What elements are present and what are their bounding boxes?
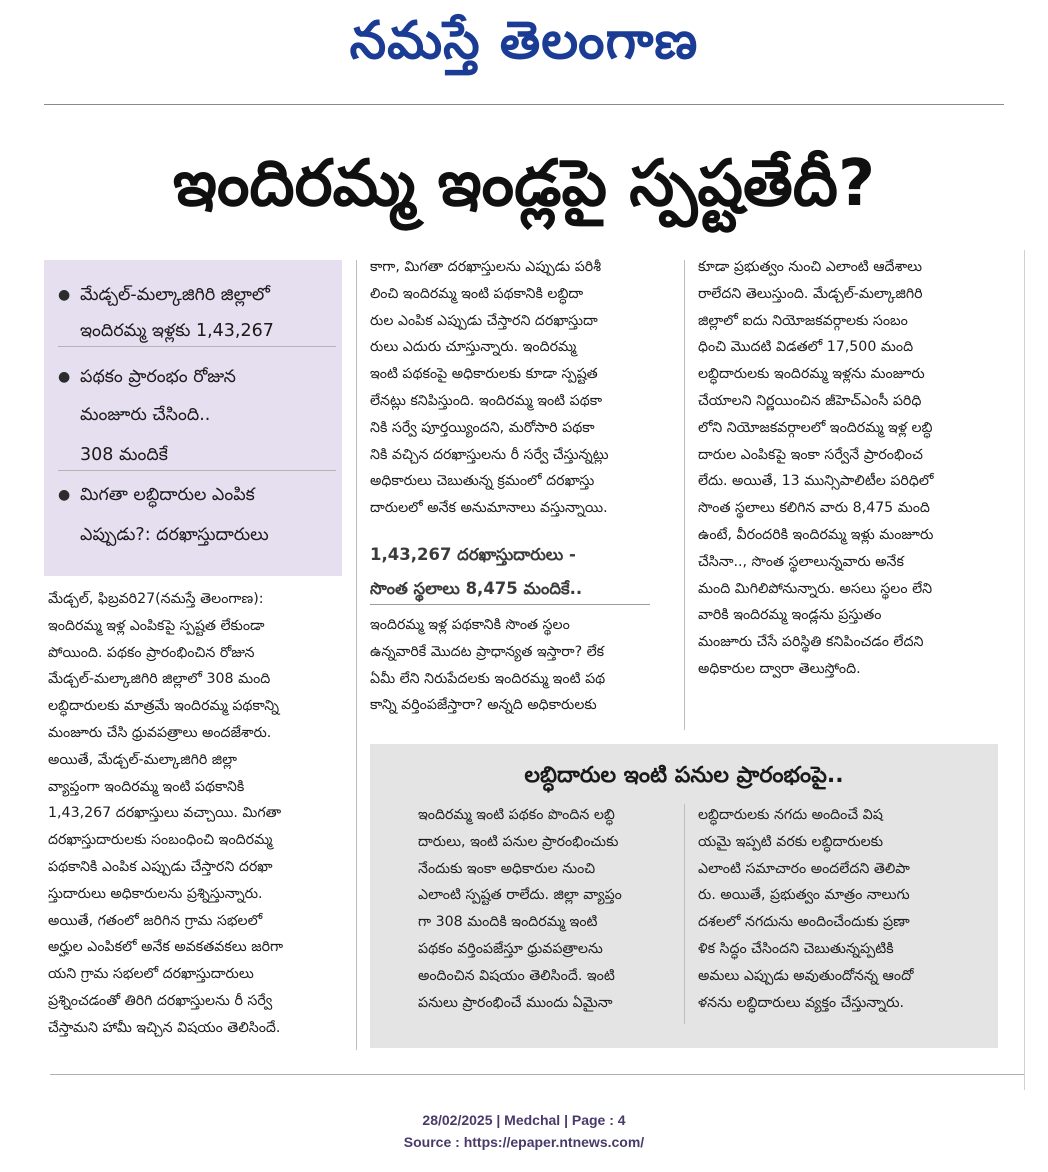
article-column-3	[698, 254, 998, 683]
highlight-item	[58, 480, 336, 550]
text-line: లేదు. అయితే, 13 మున్సిపాలిటీల పరిధిలో	[698, 473, 934, 490]
highlight-line: ● మిగతా లబ్ధిదారుల ఎంపిక	[58, 480, 336, 510]
text-line: కాగా, మిగతా దరఖాస్తులను ఎప్పుడు పరిశీ	[370, 259, 602, 275]
text-line: నేందుకు ఇంకా అధికారుల నుంచి	[418, 860, 596, 877]
text-line: రు. అయితే, ప్రభుత్వం మాత్రం నాలుగు	[698, 887, 910, 904]
text-line: మంజూరు చేసి ధ్రువపత్రాలు అందజేశారు.	[48, 724, 272, 741]
text-line: వారికి ఇందిరమ్మ ఇండ్లను ప్రస్తుతం	[698, 607, 882, 624]
text-line: ప్రశ్నించడంతో తిరిగి దరఖాస్తులను రీ సర్వే	[48, 992, 273, 1009]
text-line: లేనట్లు కనిపిస్తుంది. ఇందిరమ్మ ఇంటి పథకా	[370, 392, 603, 409]
column-divider	[356, 260, 357, 1050]
text-line: అధికారుల ద్వారా తెలుస్తోంది.	[698, 660, 861, 677]
text-line: పథకానికి ఎంపిక ఎప్పుడు చేస్తారని దరఖా	[48, 858, 273, 875]
highlight-line: ● మేడ్చల్-మల్కాజిగిరి జిల్లాలో	[58, 280, 336, 310]
text-line: రులు ఎదురు చూస్తున్నారు. ఇందిరమ్మ	[370, 339, 577, 356]
article-column-1	[48, 586, 344, 1042]
article-column-2	[370, 254, 670, 522]
text-line: అయితే, మేడ్చల్-మల్కాజిగిరి జిల్లా	[48, 751, 238, 768]
text-line: జిల్లాలో ఐదు నియోజకవర్గాలకు సంబం	[698, 312, 908, 329]
text-line: మేడ్చల్, ఫిబ్రవరి27(నమస్తే తెలంగాణ):	[48, 591, 264, 607]
text-line: కూడా ప్రభుత్వం నుంచి ఎలాంటి ఆదేశాలు	[698, 259, 923, 275]
highlight-line: మంజూరు చేసింది..	[80, 405, 211, 425]
text-line: ఇందిరమ్మ ఇంటి పథకం పొందిన లబ్ధి	[418, 807, 615, 823]
text-line: ధించి మొదటి విడతలో 17,500 మంది	[698, 339, 914, 356]
pull-quote-line: 1,43,267 దరఖాస్తుదారులు -	[370, 545, 576, 564]
column-divider	[684, 260, 685, 730]
highlight-line: 308 మందికే	[58, 440, 336, 471]
text-line: అమలు ఎప్పుడు అవుతుందోనన్న ఆందో	[698, 967, 914, 984]
text-line: దరఖాస్తుదారులకు సంబంధించి ఇందిరమ్మ	[48, 832, 273, 849]
page-edge-line	[1024, 250, 1025, 1090]
highlight-line: ఎప్పుడు?: దరఖాస్తుదారులు	[80, 525, 269, 545]
text-line: ఇందిరమ్మ ఇళ్ల పథకానికి సొంత స్థలం	[370, 617, 570, 633]
text-line: లించి ఇందిరమ్మ ఇంటి పథకానికి లబ్ధిదా	[370, 285, 584, 302]
sub-story-right-column	[698, 802, 968, 1016]
highlight-line: ● పథకం ప్రారంభం రోజున	[58, 362, 336, 392]
text-line: లోని నియోజకవర్గాలలో ఇందిరమ్మ ఇళ్ల లబ్ధి	[698, 419, 933, 436]
text-line: మంజూరు చేసే పరిస్థితి కనిపించడం లేదని	[698, 634, 924, 651]
highlight-item	[58, 280, 336, 347]
text-line: చేస్తామని హామీ ఇచ్చిన విషయం తెలిసిందే.	[48, 1019, 281, 1036]
text-line: లబ్ధిదారులకు ఇందిరమ్మ ఇళ్లను మంజూరు	[698, 366, 925, 383]
footer-source: Source : https://epaper.ntnews.com/	[403, 1134, 645, 1150]
text-line: స్తుదారులు అధికారులను ప్రశ్నిస్తున్నారు.	[48, 885, 263, 902]
text-line: ఉంటే, వీరందరికి ఇందిరమ్మ ఇళ్లు మంజూరు	[698, 526, 934, 543]
text-line: దశలలో నగదును అందించేందుకు ప్రణా	[698, 914, 910, 931]
text-line: రాలేదని తెలుస్తుంది. మేడ్చల్-మల్కాజిగిరి	[698, 285, 923, 302]
text-line: వ్యాప్తంగా ఇందిరమ్మ ఇంటి పథకానికి	[48, 778, 245, 795]
text-line: దారుల ఎంపికపై ఇంకా సర్వేనే ప్రారంభించ	[698, 446, 923, 463]
text-line: యని గ్రామ సభలలో దరఖాస్తుదారులు	[48, 966, 254, 983]
text-line: చేసినా.., సొంత స్థలాలున్నవారు అనేక	[698, 553, 904, 570]
text-line: ఉన్నవారికే మొదట ప్రాధాన్యత ఇస్తారా? లేక	[370, 643, 605, 660]
text-line: దారులు, ఇంటి పనుల ప్రారంభించుకు	[418, 833, 619, 850]
text-line: ఎలాంటి స్పష్టత రాలేదు. జిల్లా వ్యాప్తం	[418, 887, 622, 904]
text-line: నికి వచ్చిన దరఖాస్తులను రీ సర్వే చేస్తున్నట్లు	[370, 446, 609, 463]
text-line: ఎలాంటి సమాచారం అందలేదని తెలిపా	[698, 860, 910, 877]
text-line: ఏమీ లేని నిరుపేదలకు ఇందిరమ్మ ఇంటి పథ	[370, 670, 606, 687]
pull-quote	[370, 540, 650, 605]
text-line: అయితే, గతంలో జరిగిన గ్రామ సభలలో	[48, 912, 263, 929]
text-line: ఇంటి పథకంపై అధికారులకు కూడా స్పష్టత	[370, 366, 598, 383]
text-line: ఇందిరమ్మ ఇళ్ల ఎంపికపై స్పష్టత లేకుండా	[48, 617, 265, 634]
highlight-line: ఇందిరమ్మ ఇళ్లకు 1,43,267	[58, 316, 336, 347]
text-line: ళిక సిద్ధం చేసిందని చెబుతున్నప్పటికి	[698, 940, 894, 957]
text-line: చేయాలని నిర్ణయించిన జీహెచ్ఎంసీ పరిధి	[698, 392, 922, 409]
text-line: 1,43,267 దరఖాస్తులు వచ్చాయి. మిగతా	[48, 805, 282, 822]
bottom-divider	[50, 1074, 1024, 1075]
text-line: అధికారులు చెబుతున్న క్రమంలో దరఖాస్తు	[370, 473, 595, 490]
sub-story-title: లబ్ధిదారుల ఇంటి పనుల ప్రారంభంపై..	[524, 763, 844, 788]
text-line: పథకం వర్తింపజేస్తూ ధ్రువపత్రాలను	[418, 940, 603, 957]
footer-date-edition: 28/02/2025 | Medchal | Page : 4	[422, 1112, 626, 1128]
pull-quote-line: సొంత స్థలాలు 8,475 మందికే..	[370, 574, 650, 605]
article-headline: ఇందిరమ్మ ఇండ్లపై స్పష్టతేదీ?	[172, 147, 876, 221]
masthead-divider	[44, 104, 1004, 105]
article-column-2-continued	[370, 612, 670, 719]
text-line: సొంత స్థలాలు కలిగిన వారు 8,475 మంది	[698, 500, 930, 517]
text-line: యమై ఇప్పటి వరకు లబ్ధిదారులకు	[698, 833, 883, 850]
highlights-box	[44, 260, 342, 576]
highlight-item	[58, 362, 336, 471]
text-line: అందించిన విషయం తెలిసిందే. ఇంటి	[418, 967, 615, 984]
newspaper-masthead: నమస్తే తెలంగాణ	[349, 10, 699, 71]
sub-story-left-column	[418, 802, 676, 1016]
text-line: కాన్ని వర్తింపజేస్తారా? అన్నది అధికారులకు	[370, 697, 597, 714]
text-line: లబ్ధిదారులకు నగదు అందించే విష	[698, 807, 883, 823]
text-line: రుల ఎంపిక ఎప్పుడు చేస్తారని దరఖాస్తుదా	[370, 312, 598, 329]
text-line: గా 308 మందికి ఇందిరమ్మ ఇంటి	[418, 914, 598, 931]
text-line: లబ్ధిదారులకు మాత్రమే ఇందిరమ్మ పథకాన్ని	[48, 698, 280, 715]
text-line: అర్హుల ఎంపికలో అనేక అవకతవకలు జరిగా	[48, 939, 284, 956]
text-line: పనులు ప్రారంభించే ముందు ఏమైనా	[418, 994, 613, 1011]
text-line: నికి సర్వే పూర్తయ్యిందని, మరోసారి పథకా	[370, 419, 595, 436]
column-divider	[684, 804, 685, 1024]
text-line: పోయింది. పథకం ప్రారంభించిన రోజున	[48, 644, 255, 661]
text-line: ళనను లబ్ధిదారులు వ్యక్తం చేస్తున్నారు.	[698, 994, 904, 1011]
sub-story-box	[370, 744, 998, 1048]
text-line: మేడ్చల్-మల్కాజిగిరి జిల్లాలో 308 మంది	[48, 671, 271, 688]
text-line: దారులలో అనేక అనుమానాలు వస్తున్నాయి.	[370, 500, 608, 517]
text-line: మంది మిగిలిపోనున్నారు. అసలు స్థలం లేని	[698, 580, 933, 597]
